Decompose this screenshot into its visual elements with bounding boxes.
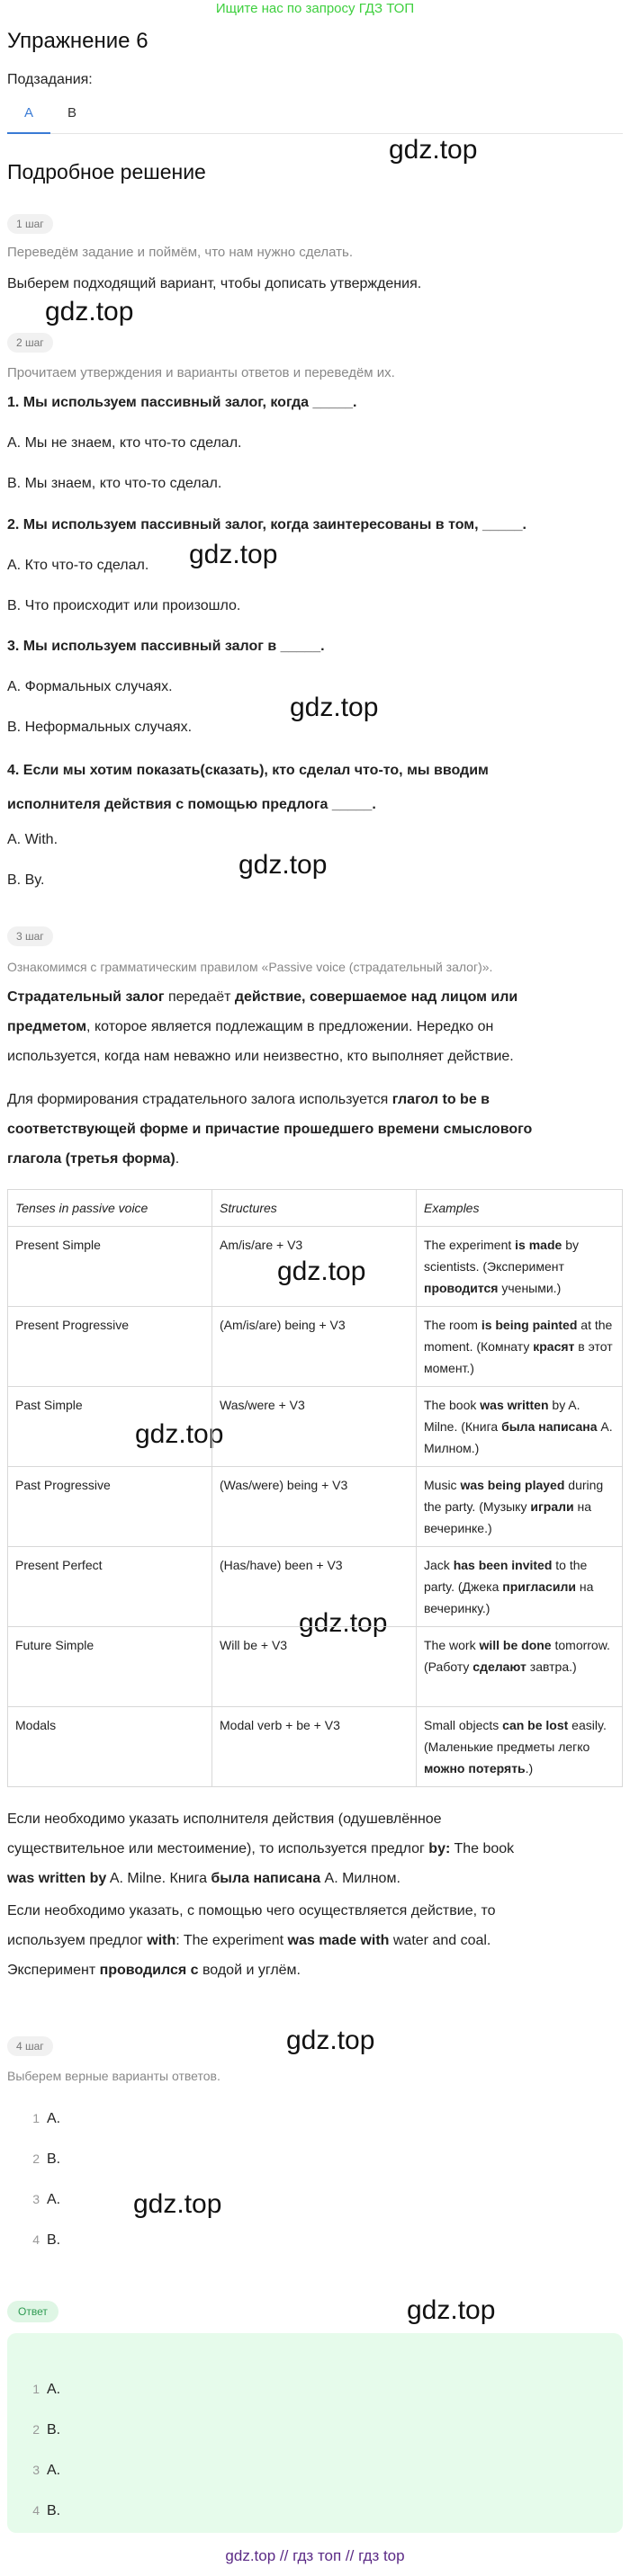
step-badge: 2 шаг: [7, 333, 53, 353]
text: at the moment. (Комнату: [424, 1318, 613, 1354]
item-number: 3: [32, 2192, 40, 2206]
tab-a[interactable]: A: [7, 101, 50, 133]
highlight: проводится: [424, 1281, 499, 1295]
answer-list: [7, 2369, 601, 2531]
item-number: 1: [32, 2111, 40, 2125]
list-item: [7, 2369, 601, 2410]
example-cell: [417, 1387, 623, 1467]
question-line: исполнителя действия с помощью предлога _____.: [7, 797, 376, 812]
highlight: красят: [533, 1339, 575, 1354]
tense-cell: Present Progressive: [8, 1307, 212, 1387]
text: water and coal.: [389, 1933, 491, 1948]
term: was made with: [287, 1933, 390, 1948]
item-value: A.: [47, 2382, 61, 2397]
text: tomorrow. (Работу: [424, 1638, 610, 1674]
item-number: 1: [32, 2382, 40, 2396]
item-number: 2: [32, 2422, 40, 2437]
text: , которое является подлежащим в предложении. Нередко он: [86, 1019, 494, 1034]
item-value: B.: [47, 2151, 61, 2167]
tense-cell: Past Simple: [8, 1387, 212, 1467]
structure-cell: Modal verb + be + V3: [212, 1707, 417, 1787]
item-number: 4: [32, 2232, 40, 2247]
watermark: gdz.top: [189, 540, 278, 569]
rule-paragraph: [7, 1896, 623, 1985]
highlight: is being painted: [481, 1318, 578, 1332]
option: B. Мы знаем, кто что-то сделал.: [7, 476, 222, 491]
step-hint: Ознакомимся с грамматическим правилом «Passive voice (страдательный залог)».: [7, 960, 493, 974]
text: Music: [424, 1478, 461, 1492]
watermark: gdz.top: [290, 693, 379, 722]
item-number: 4: [32, 2503, 40, 2518]
watermark: gdz.top: [133, 2189, 222, 2219]
text: на вечеринку.): [424, 1579, 594, 1615]
text: А. Милном.): [424, 1419, 613, 1455]
term: глагол to be в: [392, 1092, 490, 1107]
text: during the party. (Музыку: [424, 1478, 604, 1514]
step-text: Выберем подходящий вариант, чтобы дописать утверждения.: [7, 276, 422, 291]
watermark: gdz.top: [299, 1608, 388, 1638]
structure-cell: (Am/is/are) being + V3: [212, 1307, 417, 1387]
item-value: B.: [47, 2232, 61, 2248]
watermark: gdz.top: [277, 1257, 366, 1286]
item-value: A.: [47, 2192, 61, 2207]
highlight: was being played: [460, 1478, 565, 1492]
structure-cell: Am/is/are + V3: [212, 1227, 417, 1307]
example-cell: [417, 1547, 623, 1627]
list-item: [7, 2098, 601, 2139]
item-number: 3: [32, 2463, 40, 2477]
term: была написана: [211, 1871, 321, 1886]
term: was written by: [7, 1871, 107, 1886]
term: действие, совершаемое над лицом или: [234, 989, 518, 1005]
text: на вечеринке.): [424, 1499, 592, 1535]
subtask-tabs: [7, 101, 623, 134]
text: передаёт: [164, 989, 235, 1005]
text: .): [525, 1761, 534, 1775]
text: The experiment: [424, 1238, 516, 1252]
term: предметом: [7, 1019, 87, 1034]
example-cell: [417, 1307, 623, 1387]
question: 2. Мы используем пассивный залог, когда заинтересованы в том, _____.: [7, 517, 526, 532]
step-hint: Переведём задание и поймём, что нам нужно сделать.: [7, 245, 354, 260]
highlight: сделают: [472, 1659, 526, 1674]
table-row: [8, 1467, 623, 1547]
item-value: B.: [47, 2422, 61, 2437]
footer-links[interactable]: gdz.top // гдз топ // гдз top: [225, 2547, 405, 2564]
step-hint: Прочитаем утверждения и варианты ответов и переведём их.: [7, 365, 395, 380]
list-item: [7, 2410, 601, 2450]
text: используется, когда нам неважно или неизвестно, кто выполняет действие.: [7, 1049, 514, 1064]
answer-box: [7, 2333, 623, 2533]
item-value: B.: [47, 2503, 61, 2518]
text: by A. Milne. (Книга: [424, 1398, 580, 1434]
structure-cell: (Has/have) been + V3: [212, 1547, 417, 1627]
column-header: Tenses in passive voice: [8, 1190, 212, 1227]
step-badge: 3 шаг: [7, 926, 53, 946]
question-line: 4. Если мы хотим показать(сказать), кто сделал что-то, мы вводим: [7, 763, 489, 778]
text: Small objects: [424, 1718, 503, 1732]
term: with: [147, 1933, 176, 1948]
watermark: gdz.top: [407, 2295, 496, 2325]
highlight: is made: [515, 1238, 562, 1252]
example-cell: [417, 1707, 623, 1787]
top-banner[interactable]: Ищите нас по запросу ГДЗ ТОП: [215, 1, 415, 16]
tense-cell: Present Simple: [8, 1227, 212, 1307]
grammar-table: [7, 1189, 623, 1787]
option: A. Мы не знаем, кто что-то сделал.: [7, 435, 242, 451]
structure-cell: Will be + V3: [212, 1627, 417, 1707]
item-value: A.: [47, 2463, 61, 2478]
watermark: gdz.top: [45, 297, 134, 326]
example-cell: [417, 1227, 623, 1307]
highlight: has been invited: [453, 1558, 553, 1572]
text: Если необходимо указать, с помощью чего осуществляется действие, то: [7, 1903, 496, 1919]
tab-b[interactable]: B: [67, 105, 76, 121]
tense-cell: Past Progressive: [8, 1467, 212, 1547]
question: [7, 754, 623, 822]
tense-cell: Future Simple: [8, 1627, 212, 1707]
page-title: Упражнение 6: [7, 29, 148, 53]
option: A. Кто что-то сделал.: [7, 558, 149, 573]
text: : The experiment: [176, 1933, 288, 1948]
rule-paragraph: [7, 1804, 623, 1893]
text: The room: [424, 1318, 482, 1332]
step-answer-list: [7, 2098, 601, 2260]
highlight: играли: [530, 1499, 574, 1514]
watermark: gdz.top: [238, 850, 328, 880]
step-badge: 4 шаг: [7, 2036, 53, 2056]
list-item: [7, 2450, 601, 2491]
text: Если необходимо указать исполнителя действия (одушевлённое: [7, 1811, 442, 1827]
text: используем предлог: [7, 1933, 148, 1948]
rule-paragraph: [7, 1085, 623, 1174]
highlight: была написана: [501, 1419, 598, 1434]
term: проводился с: [99, 1963, 199, 1978]
question: 1. Мы используем пассивный залог, когда _____.: [7, 395, 357, 410]
list-item: [7, 2139, 601, 2179]
example-cell: [417, 1467, 623, 1547]
text: The work: [424, 1638, 480, 1652]
highlight: пригласили: [502, 1579, 576, 1594]
item-number: 2: [32, 2151, 40, 2166]
text: by scientists. (Эксперимент: [424, 1238, 579, 1274]
table-row: [8, 1307, 623, 1387]
watermark: gdz.top: [389, 135, 478, 165]
option: A. With.: [7, 832, 58, 847]
text: завтра.): [526, 1659, 577, 1674]
text: .: [175, 1151, 180, 1167]
text: А. Милном.: [320, 1871, 400, 1886]
highlight: was written: [480, 1398, 549, 1412]
highlight: можно потерять: [424, 1761, 526, 1775]
text: Jack: [424, 1558, 454, 1572]
structure-cell: Was/were + V3: [212, 1387, 417, 1467]
section-title: Подробное решение: [7, 160, 206, 183]
rule-paragraph: [7, 982, 623, 1071]
text: Эксперимент: [7, 1963, 100, 1978]
table-row: [8, 1627, 623, 1707]
term: соответствующей форме и причастие прошедшего времени смыслового: [7, 1122, 533, 1137]
term: by:: [428, 1841, 451, 1856]
text: A. Milne. Книга: [106, 1871, 212, 1886]
option: B. Неформальных случаях.: [7, 720, 193, 735]
text: The book: [450, 1841, 515, 1856]
subtasks-label: Подзадания:: [7, 72, 93, 87]
watermark: gdz.top: [135, 1419, 224, 1449]
step-hint: Выберем верные варианты ответов.: [7, 2069, 220, 2083]
highlight: will be done: [479, 1638, 552, 1652]
structure-cell: (Was/were) being + V3: [212, 1467, 417, 1547]
option: A. Формальных случаях.: [7, 679, 173, 694]
list-item: [7, 2491, 601, 2531]
column-header: Structures: [212, 1190, 417, 1227]
text: в этот момент.): [424, 1339, 613, 1375]
table-row: [8, 1227, 623, 1307]
term: глагола (третья форма): [7, 1151, 176, 1167]
highlight: can be lost: [502, 1718, 569, 1732]
table-row: [8, 1707, 623, 1787]
text: существительное или местоимение), то используется предлог: [7, 1841, 429, 1856]
tense-cell: Modals: [8, 1707, 212, 1787]
option: B. Что происходит или произошло.: [7, 598, 241, 613]
column-header: Examples: [417, 1190, 623, 1227]
table-header-row: [8, 1190, 623, 1227]
table-row: [8, 1387, 623, 1467]
item-value: A.: [47, 2111, 61, 2126]
watermark: gdz.top: [286, 2026, 375, 2055]
text: водой и углём.: [198, 1963, 301, 1978]
text: учеными.): [498, 1281, 562, 1295]
text: Для формирования страдательного залога используется: [7, 1092, 392, 1107]
term: Страдательный залог: [7, 989, 165, 1005]
step-badge: 1 шаг: [7, 214, 53, 234]
answer-badge: Ответ: [7, 2301, 58, 2322]
text: easily. (Маленькие предметы легко: [424, 1718, 607, 1754]
text: The book: [424, 1398, 481, 1412]
question: 3. Мы используем пассивный залог в _____.: [7, 639, 325, 654]
option: B. By.: [7, 872, 45, 888]
list-item: [7, 2179, 601, 2220]
list-item: [7, 2220, 601, 2260]
tense-cell: Present Perfect: [8, 1547, 212, 1627]
example-cell: [417, 1627, 623, 1707]
table-row: [8, 1547, 623, 1627]
text: to the party. (Джека: [424, 1558, 588, 1594]
